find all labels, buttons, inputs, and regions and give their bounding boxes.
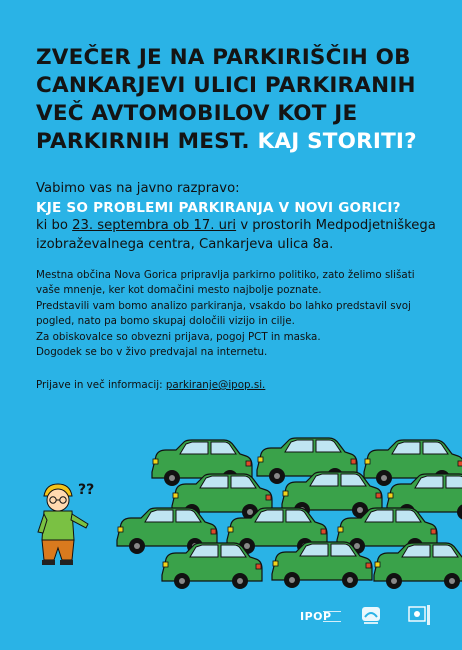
car-icon	[374, 543, 462, 589]
headline-line-1: ZVEČER JE NA PARKIRIŠČIH OB	[36, 45, 411, 70]
headline-accent: KAJ STORITI?	[257, 129, 417, 154]
headline-line-3: VEČ AVTOMOBILOV KOT JE	[36, 101, 358, 126]
ipop-logo-mark	[323, 611, 341, 622]
body-paragraph-2: Predstavili vam bomo analizo parkiranja, vsakdo bo lahko predstavil svoj pogled, nato pa bomo skupaj določili vizijo in cilje.	[36, 299, 411, 328]
partner-logo-icon	[408, 603, 432, 627]
logos-bar	[0, 600, 462, 650]
body-text	[36, 268, 436, 360]
body-paragraph-4: Dogodek se bo v živo predvajal na internetu.	[36, 346, 268, 359]
invite-text: Vabimo vas na javno razpravo:	[36, 181, 240, 196]
contact	[36, 378, 436, 393]
contact-label: Prijave in več informacij:	[36, 379, 163, 391]
headline	[36, 44, 446, 156]
headline-line-4: PARKIRNIH MEST.	[36, 129, 250, 154]
intro	[36, 180, 446, 254]
body-paragraph-1: Mestna občina Nova Gorica pripravlja parkirno politiko, zato želimo slišati vaše mnenje, ker kot domačini mesto najbolje poznate.	[36, 269, 415, 297]
body-paragraph-3: Za obiskovalce so obvezni prijava, pogoj PCT in maska.	[36, 330, 321, 343]
question-marks: ??	[78, 482, 95, 498]
ipop-logo: IPOP	[300, 610, 332, 623]
municipality-crest-icon	[360, 605, 382, 625]
when-prefix: ki bo	[36, 218, 68, 233]
headline-line-2: CANKARJEVI ULICI PARKIRANIH	[36, 73, 416, 98]
contact-email-link[interactable]: parkiranje@ipop.si.	[165, 379, 266, 391]
cars-illustration	[0, 410, 462, 600]
event-date: 23. septembra ob 17. uri	[72, 218, 237, 233]
event-location: v prostorih Medpodjetniškega izobraževalnega centra, Cankarjeva ulica 8a.	[36, 218, 436, 252]
question-title: KJE SO PROBLEMI PARKIRANJA V NOVI GORICI?	[36, 199, 401, 216]
